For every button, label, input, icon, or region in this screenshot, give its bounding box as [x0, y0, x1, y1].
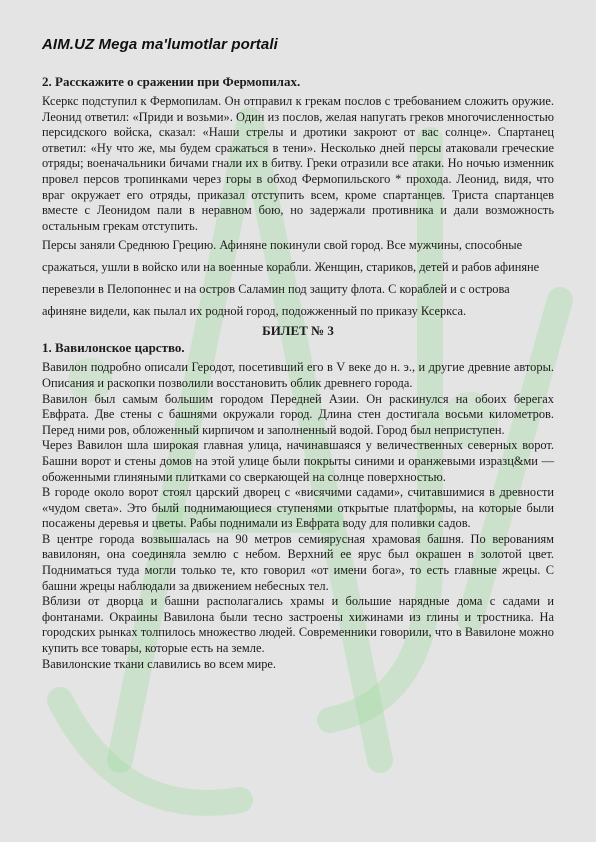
paragraph: Ксеркс подступил к Фермопилам. Он отправил к грекам послов с требованием сложить оружие. Леонид ответил: «Приди и возьми». Один из послов, желая напугать греков многочисленностью персидского войска, сказал: «Наши стрелы и дротики закроют от вас солнце». Спартанец ответил: «Ну что же, мы будем сражаться в тени». Несколько дней персы атаковали греческие отряды; военачальники бичами гнали их в битву. Греки отразили все атаки. Но ночью изменник провел персов тропинками через горы в обход Фермопильского * прохода. Леонид, видя, что враг окружает его отряды, приказал отступить всем, кроме спартанцев. Триста спартанцев вместе с Леонидом пали в неравном бою, но задержали противника и дали возможность остальным грекам отступить.	[42, 94, 554, 233]
paragraph: Вблизи от дворца и башни располагались храмы и большие нарядные дома с садами и фонтанами. Окраины Вавилона были тесно застроены хижинами из глины и тростника. На городских рынках толпилось множество людей. Современники говорили, что в Вавилоне можно купить все товары, которые есть на земле.	[42, 594, 554, 656]
paragraph: Вавилон подробно описали Геродот, посетивший его в V веке до н. э., и другие древние авторы. Описания и раскопки позволили восстановить облик древнего города.	[42, 360, 554, 390]
ticket-title: БИЛЕТ № 3	[262, 323, 334, 339]
section-heading-thermopylae: 2. Расскажите о сражении при Фермопилах.	[42, 74, 301, 89]
paragraph: В центре города возвышалась на 90 метров семиярусная храмовая башня. По верованиям вавилонян, она соединяла землю с небом. Верхний ее ярус был окрашен в золотой цвет. Подниматься туда могли только те, кто говорил «от имени бога», то есть главные жрецы. С башни жрецы наблюдали за движением небесных тел.	[42, 531, 554, 593]
paragraph: Через Вавилон шла широкая главная улица, начинавшаяся у величественных северных ворот. Башни ворот и стены домов на этой улице были покрыты синими и оранжевыми изразц&ми — обоженными глиняными плитками со сверкающей на солнце поверхностью.	[42, 438, 554, 484]
paragraph: В городе около ворот стоял царский дворец с «висячими садами», считавшимися в древности «чудом света». Это былй поднимающиеся ступенями открытые платформы, на которые были посажены деревья и цветы. Рабы поднимали из Евфрата воду для поливки садов.	[42, 485, 554, 531]
site-header: AIM.UZ Mega ma'lumotlar portali	[42, 36, 278, 53]
paragraph: Вавилонские ткани славились во всем мире.	[42, 656, 277, 671]
document-content	[42, 36, 554, 672]
paragraph: Персы заняли Среднюю Грецию. Афиняне покинули свой город. Все мужчины, способные сражаться, ушли в войско или на военные корабли. Женщин, стариков, детей и рабов афиняне перевезли в Пелопоннес и на остров Саламин под защиту флота. С кораблей и с острова афиняне видели, как пылал их родной город, подожженный по приказу Ксеркса.	[42, 238, 540, 319]
section-heading-babylon: 1. Вавилонское царство.	[42, 340, 185, 356]
paragraph: Вавилон был самым большим городом Передней Азии. Он раскинулся на обоих берегах Евфрата. Две стены с башнями окружали город. Длина стен достигала восьми километров. Перед ними ров, обложенный кирпичом и заполненный водой. Город был неприступен.	[42, 391, 554, 437]
